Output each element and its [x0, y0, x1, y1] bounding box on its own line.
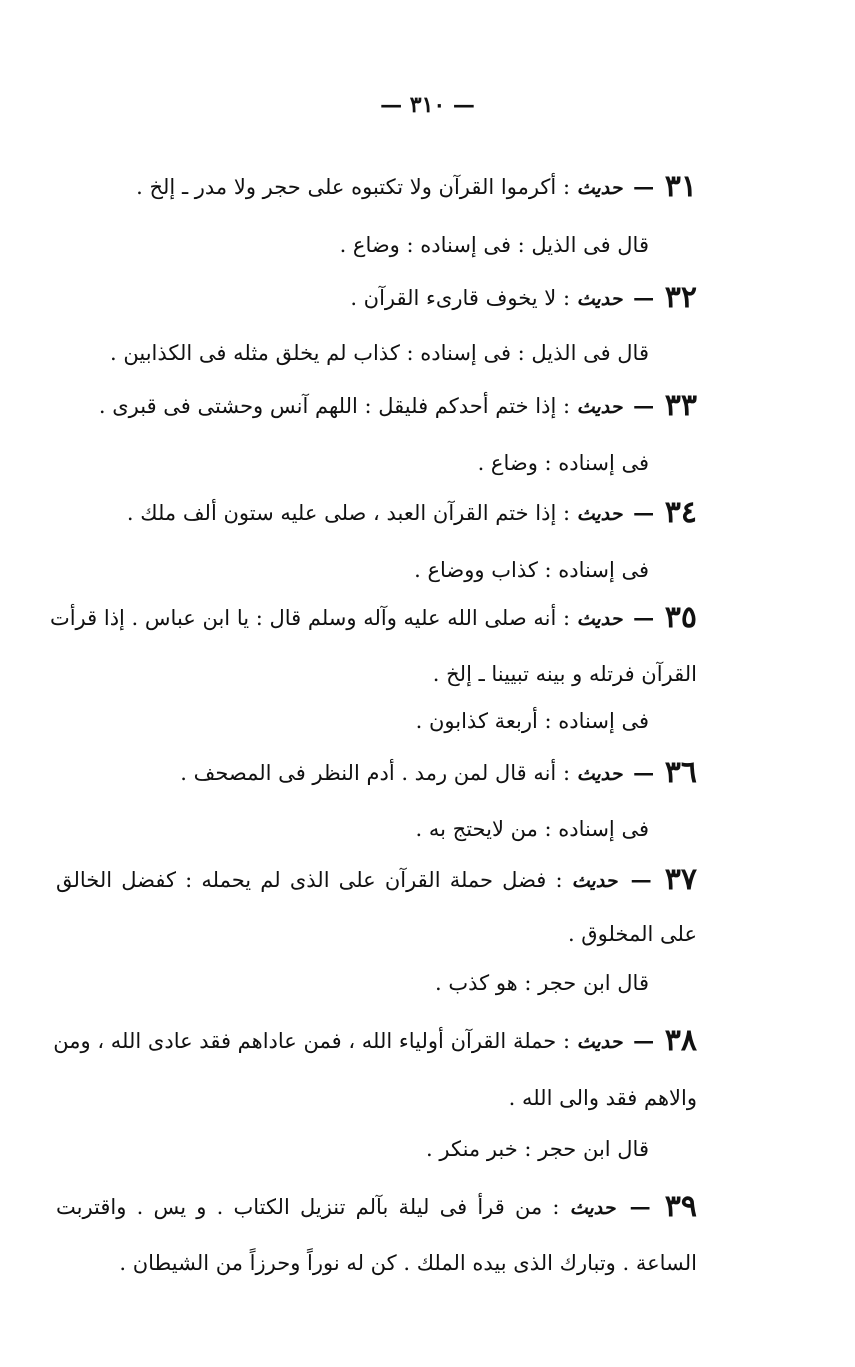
hadith-entry-33 [99, 389, 697, 424]
entry-continuation: القرآن فرتله و بينه تبيينا ـ إلخ . [432, 662, 697, 686]
entry-note: فى إسناده : من لايحتج به . [415, 817, 649, 841]
hadith-entry-37 [56, 863, 697, 898]
page-number: — ٣١٠ — [380, 92, 475, 118]
entry-number: ٣٩ [664, 1189, 698, 1224]
entry-note: قال ابن حجر : خبر منكر . [426, 1137, 649, 1161]
hadith-entry-39 [56, 1190, 697, 1225]
entry-text: : أنه صلى الله عليه وآله وسلم قال : يا ابن عباس . إذا قرأت [49, 606, 571, 630]
hadith-entry-35 [49, 600, 697, 636]
entry-note: فى إسناده : وضاع . [477, 451, 649, 475]
entry-continuation: على المخلوق . [567, 922, 697, 946]
entry-continuation: والاهم فقد والى الله . [508, 1086, 697, 1110]
entry-keyword: حديث [569, 1197, 616, 1219]
entry-keyword: حديث [576, 288, 623, 310]
hadith-entry-32 [350, 281, 697, 316]
entry-dash: — [633, 393, 655, 418]
entry-dash: — [633, 605, 655, 630]
entry-note: قال فى الذيل : فى إسناده : كذاب لم يخلق مثله فى الكذابين . [110, 341, 649, 365]
entry-number: ٣٢ [664, 280, 697, 315]
entry-number: ٣٥ [664, 600, 697, 635]
entry-text: : أنه قال لمن رمد . أدم النظر فى المصحف . [180, 761, 571, 785]
entry-keyword: حديث [576, 608, 623, 630]
entry-keyword: حديث [571, 870, 618, 892]
entry-keyword: حديث [576, 763, 623, 785]
entry-dash: — [630, 867, 652, 892]
entry-note: قال ابن حجر : هو كذب . [435, 971, 649, 995]
entry-dash: — [633, 500, 655, 525]
entry-dash: — [629, 1194, 651, 1219]
entry-dash: — [633, 760, 655, 785]
entry-text: : فضل حملة القرآن على الذى لم يحمله : كفضل الخالق [56, 868, 563, 892]
entry-text: : من قرأ فى ليلة بآلم تنزيل الكتاب . و يس . واقتربت [56, 1195, 560, 1219]
hadith-entry-38 [53, 1023, 697, 1059]
hadith-entry-34 [127, 496, 697, 531]
entry-number: ٣٧ [664, 862, 697, 897]
entry-number: ٣٣ [664, 388, 697, 423]
entry-text: : أكرموا القرآن ولا تكتبوه على حجر ولا مدر ـ إلخ . [136, 175, 571, 199]
entry-keyword: حديث [576, 1031, 623, 1053]
entry-continuation: الساعة . وتبارك الذى بيده الملك . كن له نوراً وحرزاً من الشيطان . [119, 1251, 697, 1275]
entry-text: : إذا ختم القرآن العبد ، صلى عليه ستون ألف ملك . [126, 501, 571, 525]
entry-note: فى إسناده : أربعة كذابون . [415, 709, 649, 733]
entry-text: : حملة القرآن أولياء الله ، فمن عاداهم فقد عادى الله ، ومن [53, 1029, 571, 1053]
entry-keyword: حديث [576, 503, 623, 525]
entry-keyword: حديث [576, 177, 623, 199]
entry-dash: — [633, 285, 655, 310]
entry-dash: — [633, 174, 655, 199]
entry-text: : إذا ختم أحدكم فليقل : اللهم آنس وحشتى فى قبرى . [98, 394, 571, 418]
entry-keyword: حديث [576, 396, 623, 418]
entry-dash: — [633, 1028, 655, 1053]
entry-note: قال فى الذيل : فى إسناده : وضاع . [339, 233, 649, 257]
hadith-entry-36 [180, 756, 697, 791]
entry-text: : لا يخوف قارىء القرآن . [350, 286, 571, 310]
hadith-entry-31 [136, 170, 697, 205]
entry-note: فى إسناده : كذاب ووضاع . [414, 558, 649, 582]
entry-number: ٣٤ [664, 495, 697, 530]
entry-number: ٣١ [664, 169, 697, 204]
entry-number: ٣٦ [664, 755, 697, 790]
entry-number: ٣٨ [664, 1023, 697, 1058]
